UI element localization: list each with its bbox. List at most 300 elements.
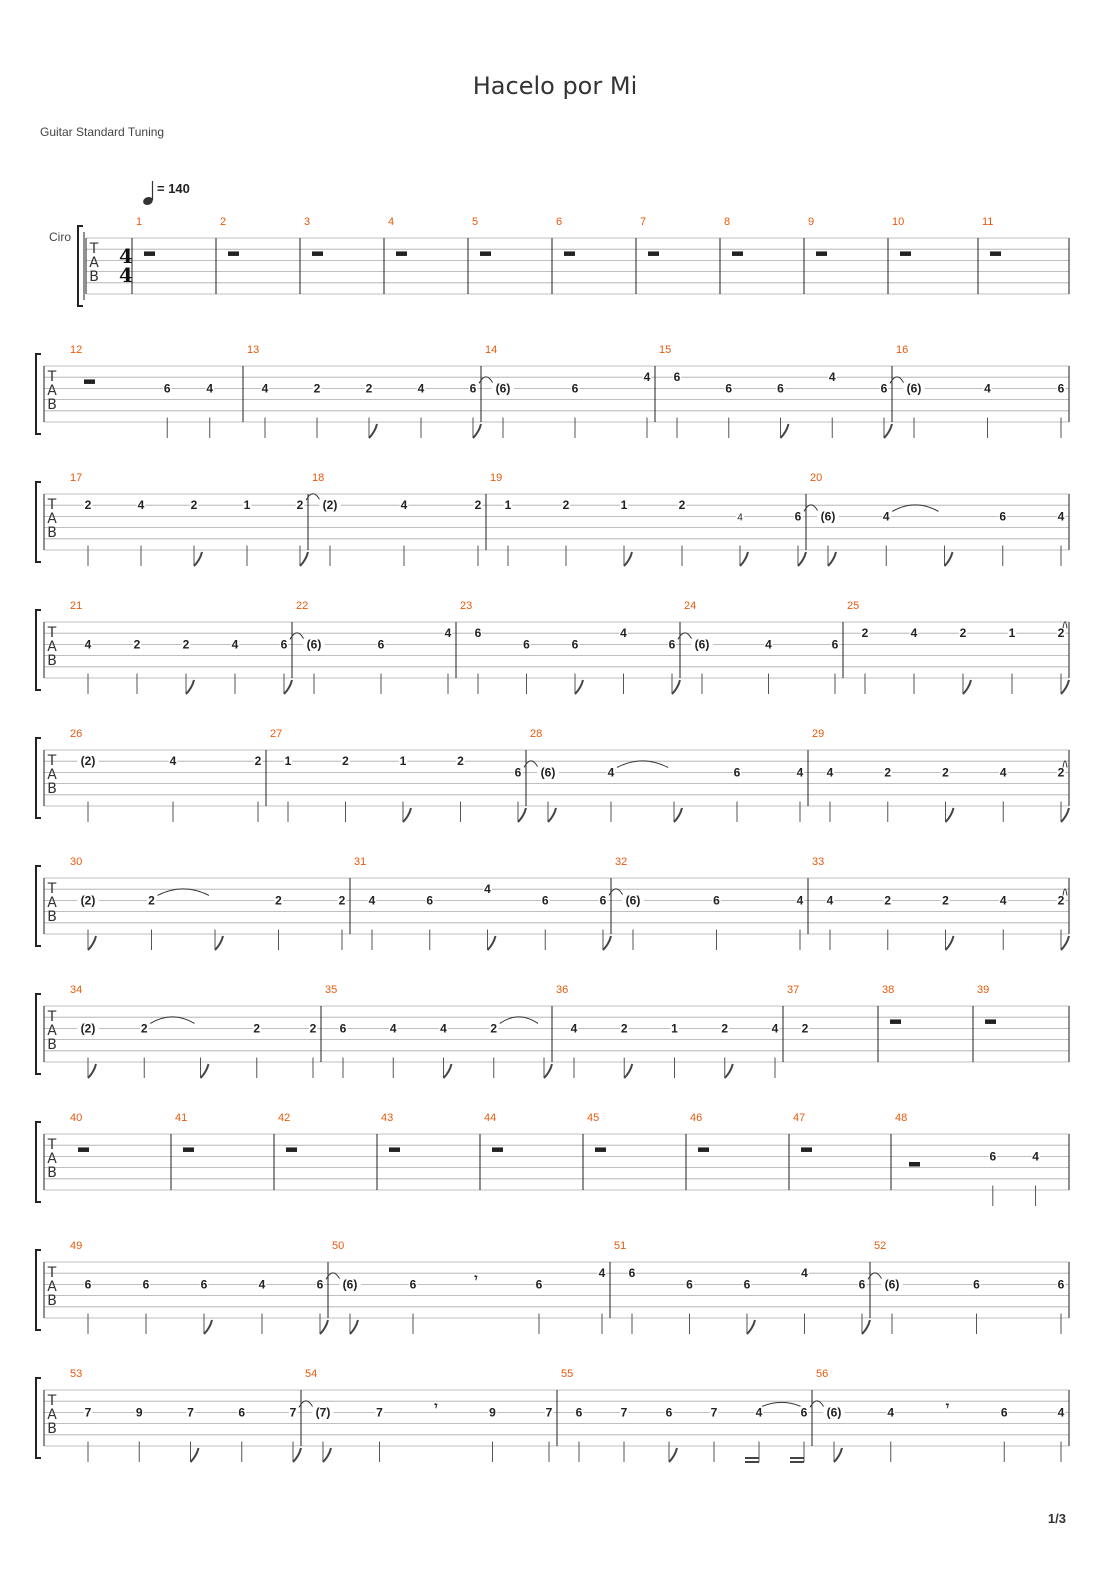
system-bracket [36, 994, 41, 1074]
measure-number: 10 [892, 216, 905, 228]
measure-number: 16 [896, 344, 909, 356]
tab-clef-letter: A [47, 639, 57, 655]
tab-clef-letter: A [47, 895, 57, 911]
fret-number: 6 [777, 381, 784, 396]
measure-number: 35 [325, 984, 338, 996]
measure-number: 22 [296, 600, 309, 612]
fret-number: (6) [625, 893, 641, 908]
eighth-flag [350, 1320, 358, 1334]
measure-number: 26 [70, 728, 83, 740]
fret-number: 4 [737, 512, 743, 524]
tab-clef-letter: T [47, 369, 57, 385]
fret-number: 6 [514, 765, 522, 780]
eighth-flag [444, 1064, 452, 1078]
measure-number: 29 [812, 728, 825, 740]
tab-clef-letter: T [47, 1009, 57, 1025]
measure-number: 12 [70, 344, 83, 356]
fret-number: (6) [820, 509, 836, 524]
eighth-flag [403, 808, 411, 822]
half-rest [648, 251, 659, 256]
fret-number: 4 [999, 765, 1007, 780]
tie-arc [150, 1017, 194, 1024]
fret-number: 6 [1057, 381, 1065, 396]
fret-number: 2 [253, 1021, 261, 1036]
fret-number: 6 [469, 381, 477, 396]
eighth-flag [518, 808, 526, 822]
fret-number: 4 [570, 1021, 578, 1036]
tuning-label: Guitar Standard Tuning [40, 125, 165, 139]
measure-number: 21 [70, 600, 83, 612]
tab-clef-letter: T [47, 753, 57, 769]
tab-clef-letter: T [47, 1393, 57, 1409]
half-rest [909, 1162, 920, 1167]
fret-number: 4 [765, 637, 772, 652]
eighth-flag [798, 552, 806, 566]
half-rest [396, 251, 407, 256]
half-rest [890, 1019, 901, 1024]
measure-number: 17 [70, 472, 83, 484]
fret-number: (6) [306, 637, 322, 652]
fret-number: 4 [84, 637, 92, 652]
system-bracket [36, 1122, 41, 1202]
fret-number: 2 [1057, 626, 1065, 641]
tab-clef-letter: T [47, 1137, 57, 1153]
fret-number: 6 [1000, 1405, 1008, 1420]
measure-number: 54 [305, 1368, 318, 1380]
fret-number: 2 [313, 381, 321, 396]
measure-number: 1 [136, 216, 143, 228]
fret-number: 6 [238, 1405, 246, 1420]
fret-number: 2 [309, 1021, 317, 1036]
half-rest [144, 251, 155, 256]
fret-number: 2 [562, 498, 570, 513]
fret-number: 6 [668, 637, 676, 652]
tab-clef-letter: A [47, 1407, 57, 1423]
eighth-flag [548, 808, 556, 822]
eighth-rest: 𝄾 [945, 1399, 950, 1414]
eighth-flag [186, 680, 194, 694]
half-rest [389, 1147, 400, 1152]
fret-number: 6 [474, 626, 482, 641]
eighth-flag [1061, 936, 1069, 950]
fret-number: 6 [858, 1277, 866, 1292]
eighth-flag [624, 552, 632, 566]
page-title: Hacelo por Mi [472, 72, 638, 100]
time-signature-bottom: 4 [119, 263, 133, 287]
measure-number: 50 [332, 1240, 345, 1252]
fret-number: 2 [884, 765, 892, 780]
measure-number: 46 [690, 1112, 703, 1124]
fret-number: 2 [148, 893, 155, 908]
time-signature-top: 4 [119, 244, 133, 268]
fret-number: 2 [342, 754, 349, 769]
fret-number: 1 [504, 498, 512, 513]
measure-number: 33 [812, 856, 825, 868]
eighth-flag [544, 1064, 552, 1078]
half-rest [84, 379, 95, 384]
fret-number: 4 [169, 754, 177, 769]
fret-number: 6 [316, 1277, 324, 1292]
half-rest [900, 251, 911, 256]
fret-number: 9 [135, 1405, 143, 1420]
fret-number: 2 [84, 498, 92, 513]
fret-number: 4 [643, 370, 651, 385]
fret-number: 2 [678, 498, 686, 513]
fret-number: 6 [426, 893, 434, 908]
fret-number: 6 [665, 1405, 673, 1420]
eighth-flag [946, 808, 954, 822]
fret-number: (6) [694, 637, 710, 652]
tab-clef-letter: B [47, 1037, 57, 1053]
tab-clef-letter: A [47, 1023, 57, 1039]
fret-number: 2 [884, 893, 892, 908]
fret-number: 4 [826, 765, 834, 780]
eighth-flag [674, 808, 682, 822]
system-bracket [36, 1378, 41, 1458]
measure-number: 39 [977, 984, 990, 996]
fret-number: 2 [490, 1021, 498, 1036]
eighth-flag [669, 1448, 677, 1462]
fret-number: 2 [133, 637, 141, 652]
half-rest [985, 1019, 996, 1024]
fret-number: 6 [743, 1277, 751, 1292]
fret-number: 2 [801, 1021, 809, 1036]
fret-number: 1 [399, 754, 407, 769]
measure-number: 34 [70, 984, 83, 996]
fret-number: 6 [163, 381, 171, 396]
measure-number: 3 [304, 216, 311, 228]
fret-number: 6 [571, 637, 579, 652]
fret-number: 2 [457, 754, 464, 769]
fret-number: 7 [710, 1405, 718, 1420]
eighth-flag [945, 552, 953, 566]
fret-number: 2 [275, 893, 282, 908]
fret-number: 6 [1057, 1277, 1065, 1292]
fret-number: (6) [906, 381, 922, 396]
eighth-rest: 𝄾 [434, 1399, 438, 1414]
eighth-flag [369, 424, 377, 438]
tab-clef-letter: B [47, 397, 57, 413]
fret-number: 4 [796, 893, 804, 908]
fret-number: 6 [800, 1405, 808, 1420]
tab-clef-letter: T [47, 1265, 57, 1281]
half-rest [801, 1147, 812, 1152]
eighth-flag [834, 1448, 842, 1462]
half-rest [564, 251, 575, 256]
system-bracket [36, 738, 41, 818]
fret-number: 4 [882, 509, 890, 524]
eighth-flag [320, 1320, 328, 1334]
tab-clef-letter: B [47, 909, 57, 925]
system-bracket [36, 866, 41, 946]
tie-arc [158, 889, 210, 896]
fret-number: 2 [338, 893, 346, 908]
tab-clef-letter: A [47, 1279, 57, 1295]
system-bracket [36, 482, 41, 562]
fret-number: 9 [489, 1405, 496, 1420]
fret-number: 4 [417, 381, 425, 396]
fret-number: 6 [725, 381, 733, 396]
eighth-flag [473, 424, 481, 438]
fret-number: 2 [959, 626, 967, 641]
system-bracket [36, 1250, 41, 1330]
eighth-flag [204, 1320, 212, 1334]
fret-number: 4 [999, 893, 1007, 908]
fret-number: 2 [140, 1021, 148, 1036]
fret-number: 6 [831, 637, 839, 652]
fret-number: 6 [599, 893, 607, 908]
fret-number: 4 [231, 637, 239, 652]
fret-number: 6 [535, 1277, 543, 1292]
fret-number: 2 [721, 1021, 729, 1036]
eighth-flag [603, 936, 611, 950]
eighth-flag [575, 680, 583, 694]
measure-number: 24 [684, 600, 697, 612]
fret-number: 4 [771, 1021, 779, 1036]
fret-number: 4 [887, 1405, 895, 1420]
measure-number: 9 [808, 216, 815, 228]
tab-clef-letter: T [89, 241, 99, 257]
tab-clef-letter: T [47, 497, 57, 513]
eighth-flag [194, 552, 202, 566]
fret-number: 7 [84, 1405, 92, 1420]
fret-number: 6 [999, 509, 1007, 524]
fret-number: 4 [1057, 509, 1065, 524]
fret-number: 7 [376, 1405, 383, 1420]
fret-number: 2 [1057, 765, 1065, 780]
fret-number: 2 [365, 381, 373, 396]
measure-number: 55 [561, 1368, 574, 1380]
tab-clef-letter: A [47, 767, 57, 783]
measure-number: 36 [556, 984, 569, 996]
fret-number: (6) [342, 1277, 358, 1292]
fret-number: 7 [545, 1405, 553, 1420]
fret-number: 6 [339, 1021, 347, 1036]
fret-number: 6 [571, 381, 579, 396]
fret-number: 4 [206, 381, 214, 396]
system-bracket [78, 226, 83, 306]
fret-number: 4 [1032, 1149, 1039, 1164]
tab-clef-letter: T [47, 625, 57, 641]
eighth-flag [747, 1320, 755, 1334]
measure-number: 56 [816, 1368, 829, 1380]
tab-clef-letter: B [47, 653, 57, 669]
fret-number: 1 [284, 754, 292, 769]
measure-number: 47 [793, 1112, 806, 1124]
fret-number: 6 [523, 637, 530, 652]
fret-number: 2 [861, 626, 869, 641]
measure-number: 6 [556, 216, 563, 228]
eighth-flag [293, 1448, 301, 1462]
fret-number: 1 [671, 1021, 678, 1036]
measure-number: 5 [472, 216, 479, 228]
eighth-flag [1061, 680, 1069, 694]
measure-number: 20 [810, 472, 823, 484]
fret-number: 4 [796, 765, 804, 780]
fret-number: 4 [258, 1277, 266, 1292]
fret-number: 2 [190, 498, 198, 513]
eighth-flag [963, 680, 971, 694]
fret-number: 6 [880, 381, 888, 396]
fret-number: 4 [440, 1021, 447, 1036]
fret-number: 6 [409, 1277, 417, 1292]
fret-number: 7 [187, 1405, 194, 1420]
measure-number: 45 [587, 1112, 600, 1124]
fret-number: (2) [80, 754, 96, 769]
measure-number: 42 [278, 1112, 291, 1124]
eighth-flag [191, 1448, 199, 1462]
fret-number: 4 [910, 626, 918, 641]
fret-number: 6 [686, 1277, 693, 1292]
eighth-flag [300, 552, 308, 566]
fret-number: 2 [942, 893, 949, 908]
measure-number: 13 [247, 344, 260, 356]
fret-number: 4 [484, 882, 491, 897]
measure-number: 4 [388, 216, 395, 228]
measure-number: 41 [175, 1112, 188, 1124]
fret-number: 2 [474, 498, 482, 513]
half-rest [990, 251, 1001, 256]
fret-number: 2 [620, 1021, 628, 1036]
measure-number: 32 [615, 856, 628, 868]
fret-number: 4 [828, 370, 836, 385]
fret-number: 6 [794, 509, 802, 524]
fret-number: 4 [755, 1405, 763, 1420]
tab-clef-letter: B [47, 525, 57, 541]
eighth-flag [284, 680, 292, 694]
eighth-flag [488, 936, 496, 950]
fret-number: (7) [315, 1405, 331, 1420]
half-rest [816, 251, 827, 256]
measure-number: 15 [659, 344, 672, 356]
measure-number: 7 [640, 216, 647, 228]
eighth-flag [88, 1064, 96, 1078]
tab-clef-letter: B [47, 1421, 57, 1437]
measure-number: 30 [70, 856, 83, 868]
system-bracket [36, 354, 41, 434]
fret-number: (2) [322, 498, 338, 513]
half-rest [492, 1147, 503, 1152]
measure-number: 43 [381, 1112, 394, 1124]
fret-number: 6 [973, 1277, 980, 1292]
fret-number: 6 [541, 893, 549, 908]
measure-number: 19 [490, 472, 503, 484]
fret-number: 6 [142, 1277, 150, 1292]
fret-number: 4 [607, 765, 615, 780]
fret-number: 4 [826, 893, 834, 908]
eighth-flag [215, 936, 223, 950]
slur-arc [762, 1402, 801, 1406]
fret-number: (6) [884, 1277, 900, 1292]
tab-clef-letter: A [47, 383, 57, 399]
eighth-flag [323, 1448, 331, 1462]
measure-number: 37 [787, 984, 800, 996]
measure-number: 25 [847, 600, 860, 612]
fret-number: 2 [296, 498, 304, 513]
measure-number: 18 [312, 472, 325, 484]
fret-number: 7 [289, 1405, 297, 1420]
fret-number: 6 [713, 893, 720, 908]
tie-arc [617, 761, 668, 768]
measure-number: 53 [70, 1368, 83, 1380]
measure-number: 49 [70, 1240, 83, 1252]
eighth-rest: 𝄾 [474, 1271, 478, 1286]
tab-clef-letter: B [47, 1165, 57, 1181]
eighth-flag [88, 936, 96, 950]
measure-number: 40 [70, 1112, 83, 1124]
measure-number: 28 [530, 728, 543, 740]
fret-number: 4 [620, 626, 627, 641]
half-rest [732, 251, 743, 256]
tempo-marking: = 140 [157, 181, 190, 196]
tab-clef-letter: A [47, 1151, 57, 1167]
eighth-flag [624, 1064, 632, 1078]
tab-clef-letter: A [89, 255, 99, 271]
measure-number: 2 [220, 216, 227, 228]
fret-number: (2) [80, 893, 96, 908]
eighth-flag [672, 680, 680, 694]
tab-clef-letter: B [47, 1293, 57, 1309]
half-rest [595, 1147, 606, 1152]
fret-number: 4 [984, 381, 991, 396]
measure-number: 48 [895, 1112, 908, 1124]
fret-number: 6 [673, 370, 681, 385]
half-rest [312, 251, 323, 256]
half-rest [698, 1147, 709, 1152]
tab-clef-letter: A [47, 511, 57, 527]
measure-number: 51 [614, 1240, 627, 1252]
eighth-flag [946, 936, 954, 950]
measure-number: 52 [874, 1240, 887, 1252]
measure-number: 11 [982, 216, 994, 228]
tab-clef-letter: B [89, 269, 99, 285]
fret-number: 4 [598, 1266, 606, 1281]
half-rest [480, 251, 491, 256]
eighth-flag [740, 552, 748, 566]
fret-number: (2) [80, 1021, 96, 1036]
measure-number: 38 [882, 984, 895, 996]
fret-number: 4 [137, 498, 145, 513]
measure-number: 27 [270, 728, 283, 740]
fret-number: 2 [942, 765, 949, 780]
tab-clef-letter: B [47, 781, 57, 797]
fret-number: 7 [620, 1405, 628, 1420]
eighth-flag [725, 1064, 733, 1078]
fret-number: 2 [254, 754, 262, 769]
fret-number: 4 [444, 626, 452, 641]
fret-number: 6 [628, 1266, 636, 1281]
fret-number: 1 [620, 498, 628, 513]
eighth-flag [781, 424, 789, 438]
half-rest [78, 1147, 89, 1152]
fret-number: (6) [495, 381, 511, 396]
measure-number: 44 [484, 1112, 497, 1124]
system-bracket [36, 610, 41, 690]
fret-number: 4 [389, 1021, 397, 1036]
half-rest [228, 251, 239, 256]
fret-number: 1 [1008, 626, 1016, 641]
fret-number: 2 [1057, 893, 1065, 908]
half-rest [286, 1147, 297, 1152]
tie-arc [892, 505, 938, 512]
fret-number: (6) [826, 1405, 842, 1420]
track-name: Ciro [49, 230, 72, 244]
page-number: 1/3 [1047, 1511, 1066, 1526]
measure-number: 23 [460, 600, 473, 612]
eighth-flag [828, 552, 836, 566]
eighth-flag [862, 1320, 870, 1334]
measure-number: 31 [354, 856, 367, 868]
